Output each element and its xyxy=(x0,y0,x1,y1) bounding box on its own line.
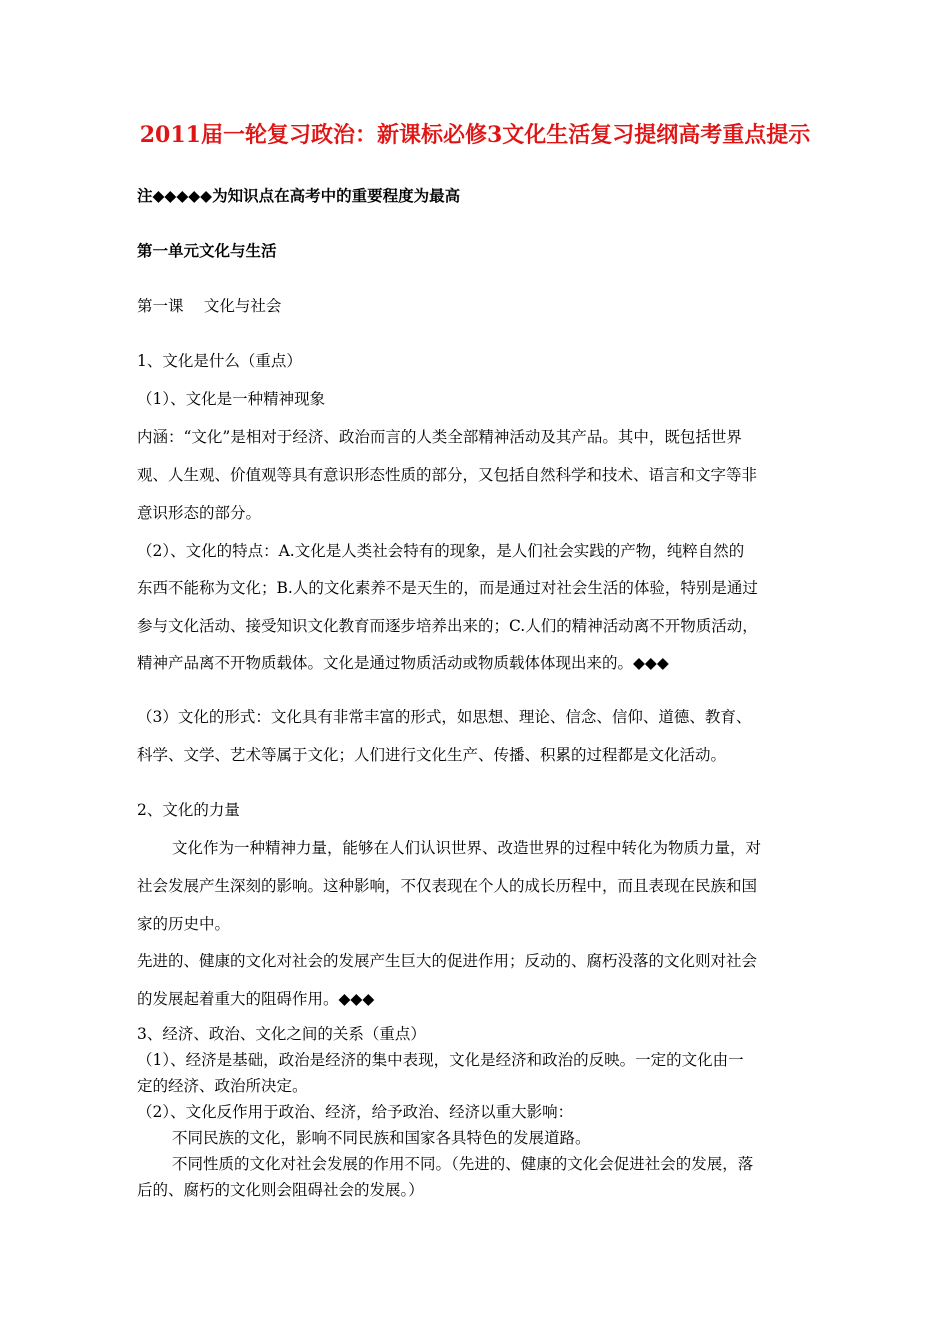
paragraph-line: （2）、文化反作用于政治、经济，给予政治、经济以重大影响： xyxy=(137,1103,574,1121)
paragraph-line: 参与文化活动、接受知识文化教育而逐步培养出来的；C.人们的精神活动离不开物质活动， xyxy=(137,617,758,635)
paragraph-line: 家的历史中。 xyxy=(137,915,231,933)
paragraph-line: 的发展起着重大的阻碍作用。◆◆◆ xyxy=(137,990,375,1008)
paragraph-line: 东西不能称为文化；B.人的文化素养不是天生的，而是通过对社会生活的体验，特别是通过 xyxy=(137,579,758,597)
lesson-heading: 第一课 文化与社会 xyxy=(137,297,282,315)
paragraph-line: （3）文化的形式：文化具有非常丰富的形式，如思想、理论、信念、信仰、道德、教育、 xyxy=(137,708,752,726)
paragraph-line: 意识形态的部分。 xyxy=(137,504,262,522)
paragraph-line: 后的、腐朽的文化则会阻碍社会的发展。） xyxy=(137,1181,424,1199)
paragraph-line: 定的经济、政治所决定。 xyxy=(137,1077,308,1095)
paragraph-line: 社会发展产生深刻的影响。这种影响，不仅表现在个人的成长历程中，而且表现在民族和国 xyxy=(137,877,758,895)
paragraph-line: 内涵：“文化”是相对于经济、政治而言的人类全部精神活动及其产品。其中，既包括世界 xyxy=(137,428,742,446)
paragraph-line: 不同性质的文化对社会发展的作用不同。（先进的、健康的文化会促进社会的发展，落 xyxy=(172,1155,754,1173)
section-heading-3: 3、经济、政治、文化之间的关系（重点） xyxy=(137,1025,426,1043)
paragraph-line: 精神产品离不开物质载体。文化是通过物质活动或物质载体体现出来的。◆◆◆ xyxy=(137,654,669,672)
paragraph-line: （1）、经济是基础，政治是经济的集中表现，文化是经济和政治的反映。一定的文化由一 xyxy=(137,1051,744,1069)
document-title: 2011届一轮复习政治：新课标必修3文化生活复习提纲高考重点提示 xyxy=(139,122,811,148)
section-heading-2: 2、文化的力量 xyxy=(137,801,240,819)
paragraph-line: 先进的、健康的文化对社会的发展产生巨大的促进作用；反动的、腐朽没落的文化则对社会 xyxy=(137,952,758,970)
paragraph-line: 文化作为一种精神力量，能够在人们认识世界、改造世界的过程中转化为物质力量，对 xyxy=(172,839,762,857)
paragraph-line: 科学、文学、艺术等属于文化；人们进行文化生产、传播、积累的过程都是文化活动。 xyxy=(137,746,727,764)
paragraph-line: 观、人生观、价值观等具有意识形态性质的部分，又包括自然科学和技术、语言和文字等非 xyxy=(137,466,758,484)
paragraph-line: （2）、文化的特点：A.文化是人类社会特有的现象，是人们社会实践的产物，纯粹自然的 xyxy=(137,542,745,560)
unit-heading: 第一单元文化与生活 xyxy=(137,241,277,260)
paragraph-line: 不同民族的文化，影响不同民族和国家各具特色的发展道路。 xyxy=(172,1129,591,1147)
importance-note: 注◆◆◆◆◆为知识点在高考中的重要程度为最高 xyxy=(137,186,461,205)
subsection-1-1: （1）、文化是一种精神现象 xyxy=(137,390,326,408)
section-heading-1: 1、文化是什么（重点） xyxy=(137,352,302,370)
